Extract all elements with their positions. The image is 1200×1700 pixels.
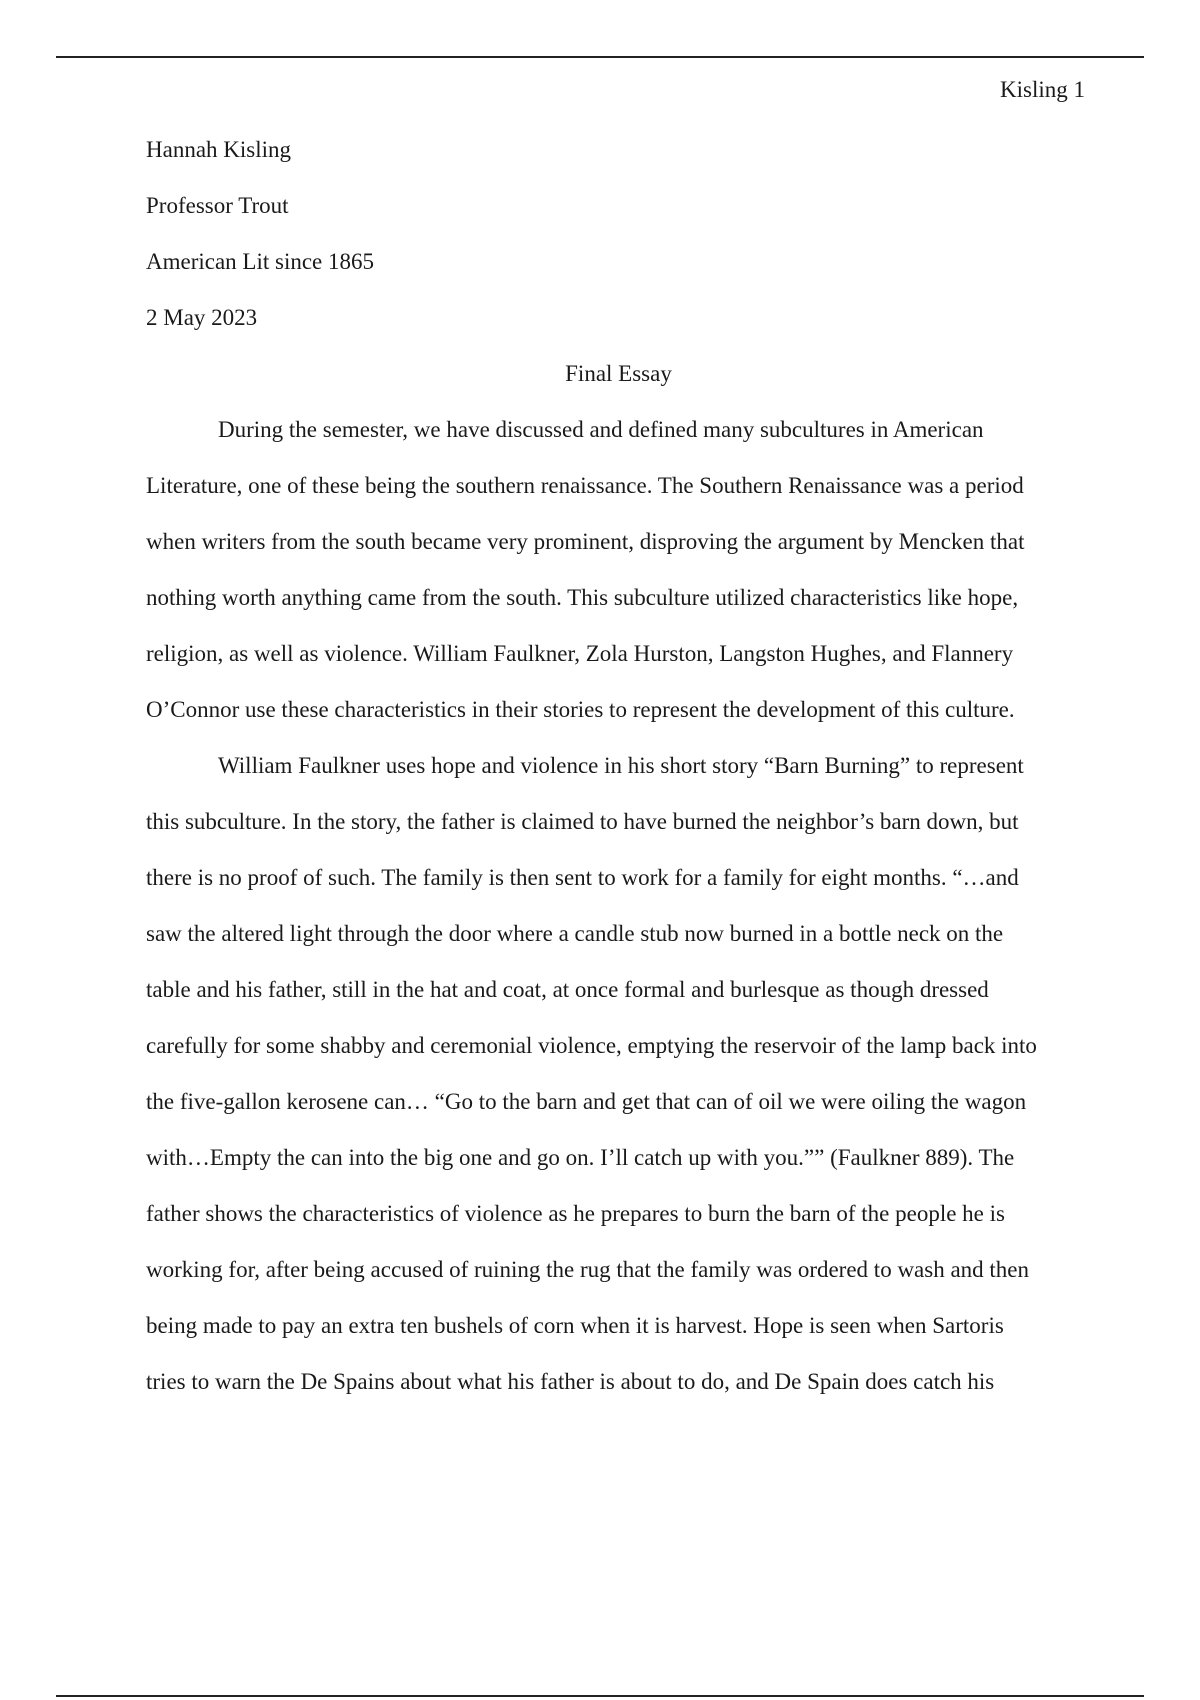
top-rule <box>56 56 1144 58</box>
paragraph-2 <box>146 738 1091 1410</box>
paragraph-line: there is no proof of such. The family is then sent to work for a family for eight months. “…and <box>146 865 1019 890</box>
paragraph-line: father shows the characteristics of violence as he prepares to burn the barn of the people he is <box>146 1201 1005 1226</box>
paragraph-line: religion, as well as violence. William Faulkner, Zola Hurston, Langston Hughes, and Flannery <box>146 641 1014 666</box>
paragraph-line: carefully for some shabby and ceremonial violence, emptying the reservoir of the lamp back into <box>146 1033 1037 1058</box>
paragraph-line: being made to pay an extra ten bushels of corn when it is harvest. Hope is seen when Sartoris <box>146 1313 1004 1338</box>
paragraph-line: working for, after being accused of ruining the rug that the family was ordered to wash and then <box>146 1257 1030 1282</box>
essay-page <box>146 72 1091 1410</box>
essay-date: 2 May 2023 <box>146 305 258 330</box>
bottom-rule <box>56 1695 1144 1697</box>
paragraph-line: table and his father, still in the hat and coat, at once formal and burlesque as though dressed <box>146 977 989 1002</box>
author-name: Hannah Kisling <box>146 137 292 162</box>
paragraph-line: this subculture. In the story, the father is claimed to have burned the neighbor’s barn down, but <box>146 809 1019 834</box>
paragraph-line: William Faulkner uses hope and violence in his short story “Barn Burning” to represent <box>218 753 1024 778</box>
paragraph-line: tries to warn the De Spains about what his father is about to do, and De Spain does catch his <box>146 1369 995 1394</box>
paragraph-1 <box>146 402 1091 738</box>
mla-heading <box>146 122 1091 346</box>
professor-name: Professor Trout <box>146 193 289 218</box>
paragraph-line: saw the altered light through the door where a candle stub now burned in a bottle neck on the <box>146 921 1004 946</box>
paragraph-line: O’Connor use these characteristics in their stories to represent the development of this culture. <box>146 697 1015 722</box>
paragraph-line: when writers from the south became very prominent, disproving the argument by Mencken that <box>146 529 1025 554</box>
essay-title: Final Essay <box>565 361 672 386</box>
paragraph-line: nothing worth anything came from the south. This subculture utilized characteristics like hope, <box>146 585 1019 610</box>
paragraph-line: the five-gallon kerosene can… “Go to the barn and get that can of oil we were oiling the wagon <box>146 1089 1027 1114</box>
running-head: Kisling 1 <box>1000 77 1085 102</box>
course-name: American Lit since 1865 <box>146 249 375 274</box>
paragraph-line: Literature, one of these being the southern renaissance. The Southern Renaissance was a period <box>146 473 1024 498</box>
paragraph-line: with…Empty the can into the big one and go on. I’ll catch up with you.”” (Faulkner 889). The <box>146 1145 1015 1170</box>
paragraph-line: During the semester, we have discussed and defined many subcultures in American <box>218 417 984 442</box>
